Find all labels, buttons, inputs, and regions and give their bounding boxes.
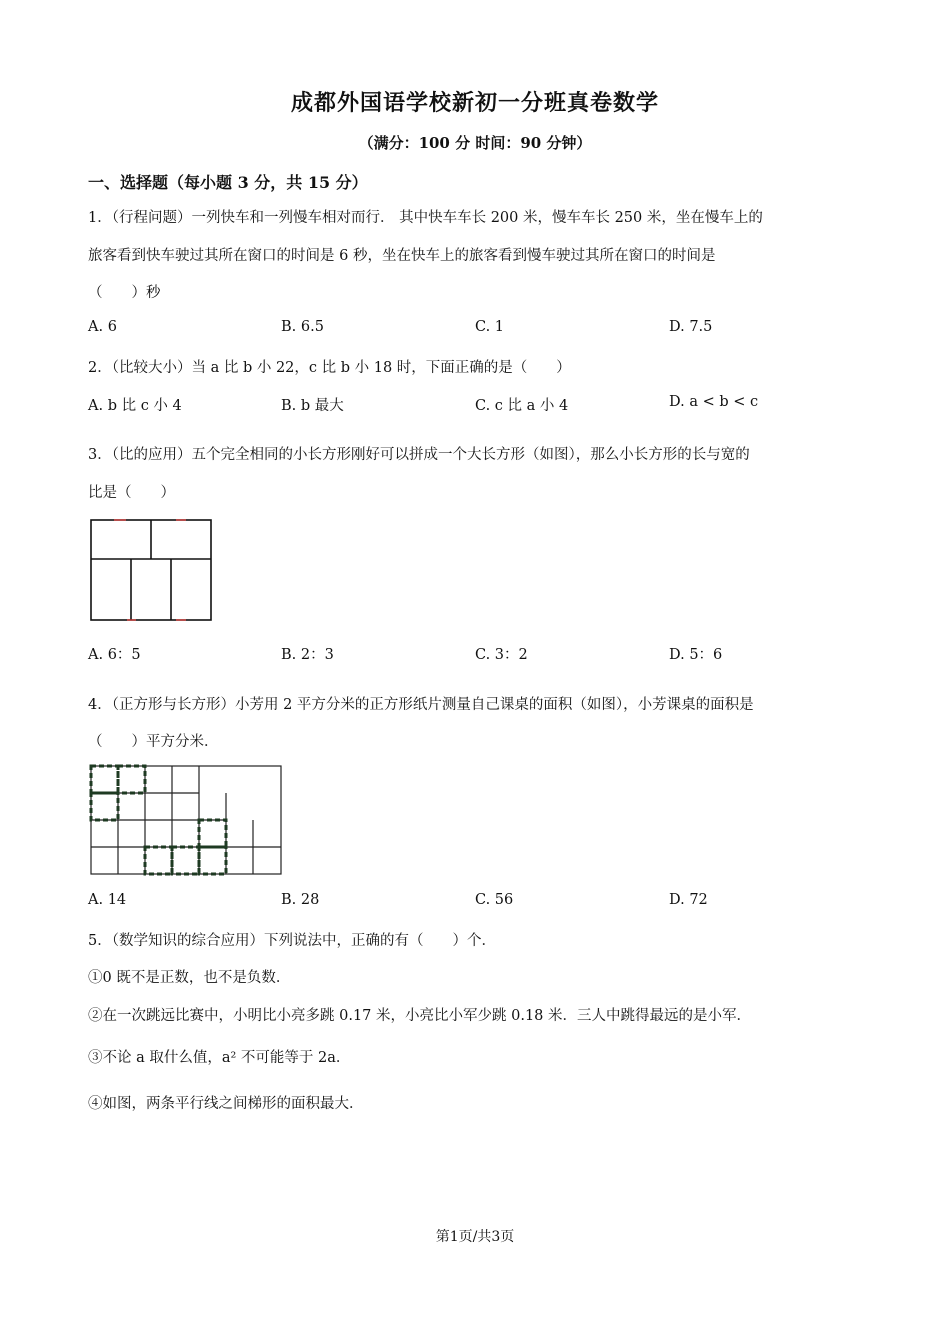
desk-grid-figure (90, 765, 282, 877)
q2-option-d: D. a < b < c (669, 394, 759, 410)
q2-option-b: B. b 最大 (281, 398, 344, 414)
q3-option-b: B. 2：3 (281, 647, 334, 663)
q1-option-b: B. 6.5 (281, 319, 324, 335)
q1-option-c: C. 1 (475, 319, 505, 335)
q5-statement-1: ①0 既不是正数，也不是负数． (88, 970, 291, 986)
q4-option-d: D. 72 (669, 892, 708, 908)
q3-option-a: A. 6：5 (88, 647, 141, 663)
five-rectangles-figure (90, 519, 212, 622)
q1-option-d: D. 7.5 (669, 319, 713, 335)
q5-statement-3: ③不论 a 取什么值，a² 不可能等于 2a． (88, 1050, 351, 1066)
exam-info: （满分：100 分 时间：90 分钟） (358, 134, 592, 152)
q2-line1: 2．（比较大小）当 a 比 b 小 22，c 比 b 小 18 时，下面正确的是（ ） (88, 360, 571, 376)
q4-option-a: A. 14 (88, 892, 127, 908)
section-heading: 一、选择题（每小题 3 分，共 15 分） (88, 173, 368, 192)
q1-option-a: A. 6 (88, 319, 117, 335)
q4-option-b: B. 28 (281, 892, 320, 908)
q5-line1: 5．（数学知识的综合应用）下列说法中，正确的有（ ）个． (88, 933, 496, 949)
q1-line1: 1．（行程问题）一列快车和一列慢车相对而行． 其中快车车长 200 米，慢车车长 250 米，坐在慢车上的 (88, 210, 763, 226)
page-title: 成都外国语学校新初一分班真卷数学 (290, 90, 659, 116)
q4-option-c: C. 56 (475, 892, 514, 908)
q1-line2: 旅客看到快车驶过其所在窗口的时间是 6 秒，坐在快车上的旅客看到慢车驶过其所在窗口的时间是 (88, 248, 716, 264)
q2-option-a: A. b 比 c 小 4 (88, 398, 182, 414)
q3-option-c: C. 3：2 (475, 647, 528, 663)
q3-line1: 3．（比的应用）五个完全相同的小长方形刚好可以拼成一个大长方形（如图），那么小长方形的长与宽的 (88, 447, 750, 463)
q3-option-d: D. 5：6 (669, 647, 723, 663)
q5-statement-4: ④如图，两条平行线之间梯形的面积最大． (88, 1096, 364, 1112)
q4-line2: （ ）平方分米． (88, 734, 219, 750)
q5-statement-2: ②在一次跳远比赛中，小明比小亮多跳 0.17 米，小亮比小军少跳 0.18 米．三人中跳得最远的是小军． (88, 1008, 752, 1024)
q1-line3: （ ）秒 (88, 285, 161, 301)
page-number: 第1页/共3页 (435, 1229, 515, 1245)
q3-line2: 比是（ ） (88, 485, 175, 501)
q2-option-c: C. c 比 a 小 4 (475, 398, 569, 414)
q4-line1: 4．（正方形与长方形）小芳用 2 平方分米的正方形纸片测量自己课桌的面积（如图），小芳课桌的面积是 (88, 697, 754, 713)
